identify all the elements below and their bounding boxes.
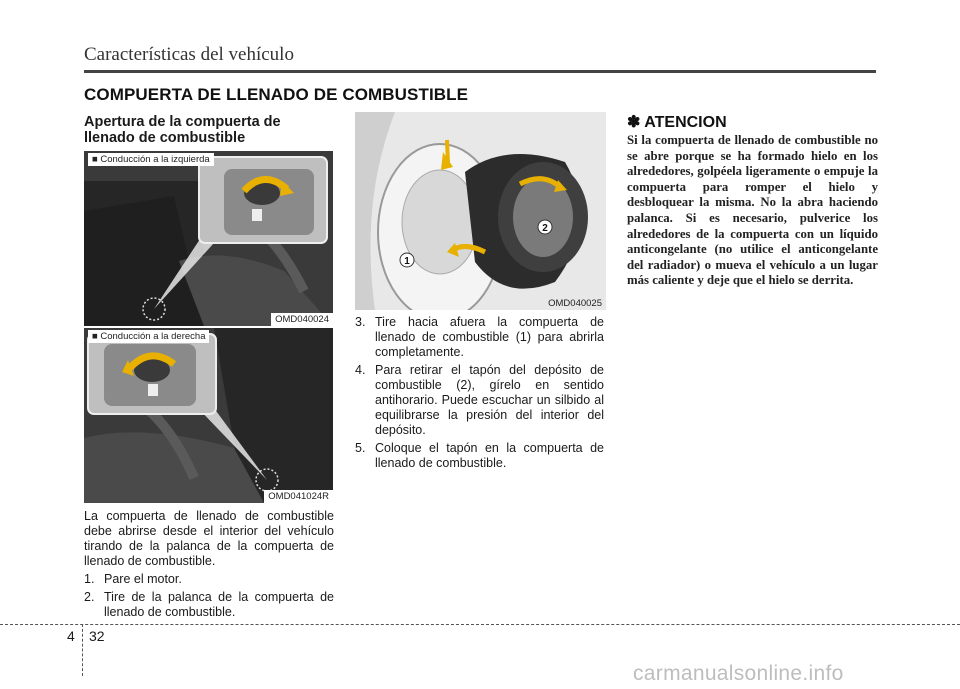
sub-heading: Apertura de la compuerta de llenado de combustible xyxy=(84,114,281,146)
middle-text-block xyxy=(355,312,604,471)
step-text: Coloque el tapón en la compuerta de llenado de combustible. xyxy=(375,441,604,470)
step-text: Para retirar el tapón del depósito de combustible (2), gírelo en sentido antihorario. Puede escuchar un silbido al equilibrarse la presión del interior del depósito. xyxy=(375,363,604,437)
callout-2: 2 xyxy=(542,223,548,234)
step-item xyxy=(84,590,334,620)
photo-rhd-illustration xyxy=(84,328,333,503)
step-text: Pare el motor. xyxy=(104,572,182,586)
step-number: 4. xyxy=(355,363,366,377)
photo-code: OMD040024 xyxy=(271,313,333,326)
watermark: carmanualsonline.info xyxy=(633,662,844,685)
photo-lhd-illustration xyxy=(84,151,333,326)
step-number: 1. xyxy=(84,572,95,586)
callout-1: 1 xyxy=(404,256,410,267)
left-text-block xyxy=(84,509,334,620)
step-item xyxy=(355,441,604,471)
page-number-divider xyxy=(82,624,83,676)
intro-paragraph: La compuerta de llenado de combustible debe abrirse desde el interior del vehículo tirando de la palanca de la compuerta de llenado de combustible. xyxy=(84,509,334,568)
photo-fuel-door-illustration xyxy=(355,112,606,310)
caution-text: Si la compuerta de llenado de combustible no se abre porque se ha formado hielo en los alrededores, golpéela ligeramente o empuje la compuerta para romper el hielo y desbloquear la misma. No la abra haciendo palanca. Si es necesario, pulverice los alrededores de la compuerta con un líquido anticongelante (no utilice el anticongelante del radiador) o mueva el vehículo a un lugar más caliente y deje que el hielo se derrita. xyxy=(627,133,878,288)
photo-code: OMD041024R xyxy=(264,490,333,503)
caution-title: ✽ ATENCION xyxy=(627,114,727,131)
step-text: Tire de la palanca de la compuerta de llenado de combustible. xyxy=(104,590,334,619)
step-text: Tire hacia afuera la compuerta de llenado de combustible (1) para abrirla completamente. xyxy=(375,315,604,359)
section-title: COMPUERTA DE LLENADO DE COMBUSTIBLE xyxy=(84,85,469,104)
photo-label: ■ Conducción a la derecha xyxy=(88,330,209,343)
photo-fuel-door xyxy=(355,112,606,310)
steps-list xyxy=(84,572,334,620)
photo-right-hand-drive xyxy=(84,328,333,503)
step-item xyxy=(84,572,334,587)
header-title: Características del vehículo xyxy=(84,44,294,65)
steps-list xyxy=(355,315,604,471)
step-number: 5. xyxy=(355,441,366,455)
photo-label: ■ Conducción a la izquierda xyxy=(88,153,214,166)
photo-code: OMD040025 xyxy=(544,297,606,310)
footer-divider xyxy=(0,624,960,625)
header-rule xyxy=(84,70,876,73)
step-number: 3. xyxy=(355,315,366,329)
photo-left-hand-drive xyxy=(84,151,333,326)
step-item xyxy=(355,363,604,438)
step-number: 2. xyxy=(84,590,95,604)
step-item xyxy=(355,315,604,360)
page-number: 32 xyxy=(89,628,105,644)
chapter-number: 4 xyxy=(67,628,75,644)
